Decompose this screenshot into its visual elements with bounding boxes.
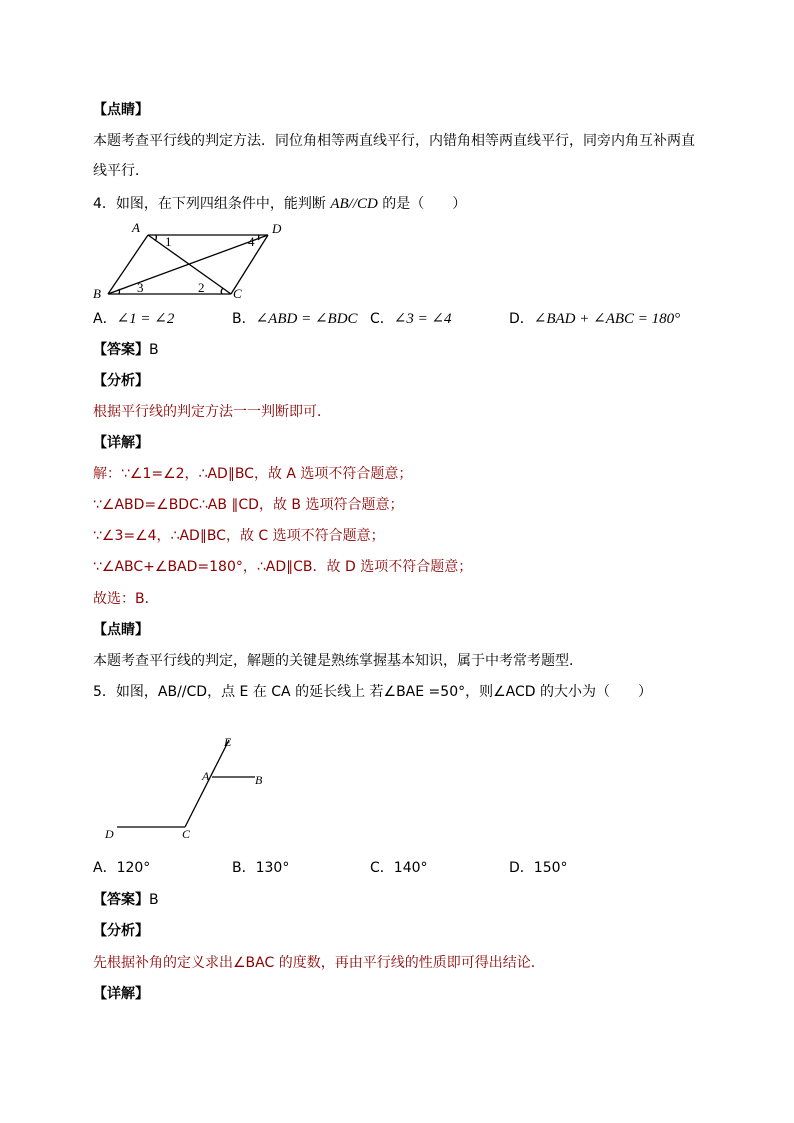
q4-option-b-letter: B．	[232, 311, 256, 327]
q5-figure	[95, 730, 275, 842]
q4-detail-line-5: 故选：B．	[93, 591, 159, 607]
q4-label-c: C	[233, 286, 242, 301]
q4-detail-line-2: ∵∠ABD=∠BDC∴AB ∥CD，故 B 选项符合题意；	[93, 497, 404, 513]
q4-option-b	[232, 309, 358, 329]
q5-label-a: A	[202, 769, 210, 783]
q5-option-b	[232, 858, 289, 878]
q4-figure	[85, 218, 295, 304]
q5-option-d-letter: D．	[509, 860, 534, 876]
q5-analysis-label: 【分析】	[93, 923, 149, 939]
q4-label-angle-1: 1	[165, 234, 172, 249]
q5-detail-label: 【详解】	[93, 986, 149, 1002]
q4-stem-prefix: 4．如图，在下列四组条件中，能判断	[93, 196, 331, 212]
q4-line-bd	[108, 235, 268, 294]
q5-stem: 5．如图，AB//CD，点 E 在 CA 的延长线上 若∠BAE =50°，则∠ACD 的大小为（ ）	[93, 684, 652, 700]
q5-label-e: E	[224, 735, 232, 749]
q4-option-a-letter: A．	[93, 311, 117, 327]
q5-label-c: C	[182, 827, 191, 841]
q4-answer-label: 【答案】	[93, 342, 149, 358]
q4-label-b: B	[93, 286, 101, 301]
q4-label-angle-3: 3	[137, 280, 144, 295]
q4-label-a: A	[132, 220, 140, 235]
q5-option-c-letter: C．	[370, 860, 394, 876]
q4-answer	[93, 340, 159, 360]
q4-stem-math: AB//CD	[330, 196, 378, 212]
q4-detail-label: 【详解】	[93, 435, 149, 451]
q4-label-angle-2: 2	[198, 280, 205, 295]
note-header: 【点睛】	[93, 102, 149, 118]
q4-option-c	[370, 309, 452, 329]
q4-note-label: 【点睛】	[93, 622, 149, 638]
q5-label-d: D	[105, 827, 114, 841]
q4-arc-4	[259, 235, 260, 240]
q4-option-d-expr: ∠BAD + ∠ABC = 180°	[533, 311, 681, 327]
q5-answer-label: 【答案】	[93, 892, 149, 908]
q4-analysis-text: 根据平行线的判定方法一一判断即可．	[93, 404, 331, 420]
q4-option-b-expr: ∠ABD = ∠BDC	[255, 311, 358, 327]
q4-option-c-letter: C．	[370, 311, 394, 327]
note-text-line2: 线平行．	[93, 163, 149, 179]
q4-label-d: D	[272, 221, 282, 236]
q4-arc-3	[119, 289, 120, 294]
q5-answer	[93, 890, 159, 910]
q4-label-angle-4: 4	[248, 234, 255, 249]
q4-option-a	[93, 309, 174, 329]
note-text-line1: 本题考查平行线的判定方法．同位角相等两直线平行，内错角相等两直线平行，同旁内角互补两直	[93, 133, 695, 149]
q4-option-d-letter: D．	[509, 311, 534, 327]
q5-option-c-value: 140°	[393, 860, 428, 876]
q4-stem-suffix: 的是（ ）	[377, 196, 467, 212]
q5-option-a-letter: A．	[93, 860, 117, 876]
q5-option-a	[93, 858, 150, 878]
q5-option-d-value: 150°	[533, 860, 568, 876]
q5-line-ce	[185, 740, 229, 827]
q4-arc-1	[155, 235, 156, 241]
q4-analysis-label: 【分析】	[93, 373, 149, 389]
q5-option-b-value: 130°	[255, 860, 290, 876]
q4-detail-line-3: ∵∠3=∠4，∴AD∥BC，故 C 选项不符合题意；	[93, 528, 385, 544]
q4-option-a-expr: ∠1 = ∠2	[116, 311, 175, 327]
q4-answer-value: B	[149, 342, 159, 358]
q4-option-c-expr: ∠3 = ∠4	[393, 311, 452, 327]
q4-option-d	[509, 309, 680, 329]
q5-option-d	[509, 858, 568, 878]
q4-stem	[93, 194, 466, 214]
q5-analysis-text: 先根据补角的定义求出∠BAC 的度数，再由平行线的性质即可得出结论．	[93, 955, 545, 971]
q4-arc-2	[221, 288, 223, 294]
q5-option-b-letter: B．	[232, 860, 256, 876]
q5-answer-value: B	[149, 892, 159, 908]
q4-detail-line-4: ∵∠ABC+∠BAD=180°，∴AD∥CB．故 D 选项不符合题意；	[93, 559, 473, 575]
q5-option-a-value: 120°	[116, 860, 151, 876]
q5-option-c	[370, 858, 428, 878]
q4-note-text: 本题考查平行线的判定，解题的关键是熟练掌握基本知识，属于中考常考题型．	[93, 653, 583, 669]
q5-label-b: B	[255, 773, 263, 787]
q4-detail-line-1: 解：∵∠1=∠2，∴AD∥BC，故 A 选项不符合题意；	[93, 466, 413, 482]
